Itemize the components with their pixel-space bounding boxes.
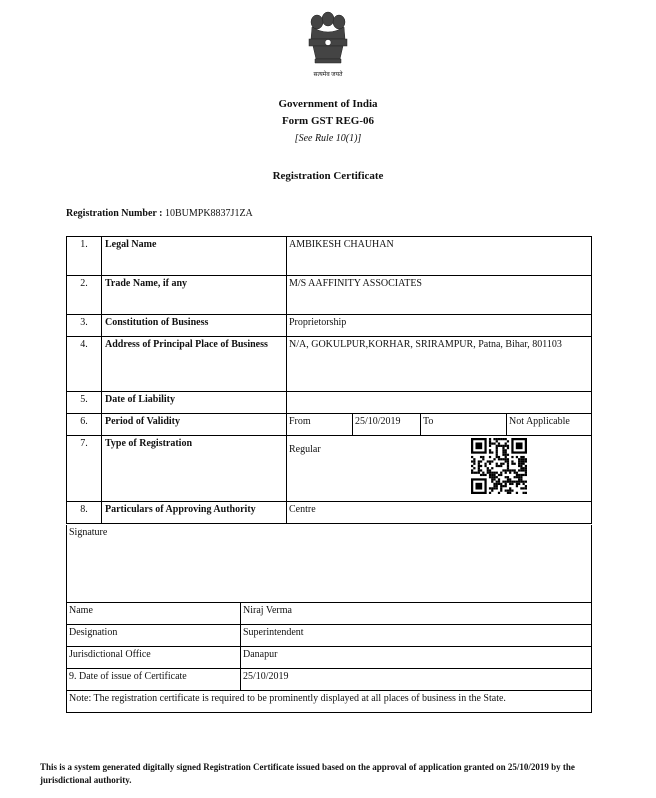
row-number: 5.: [67, 392, 102, 414]
issue-date-label: 9. Date of issue of Certificate: [67, 668, 241, 690]
rule-reference: [See Rule 10(1)]: [294, 133, 362, 144]
qr-code-icon: [471, 438, 527, 494]
row-label: Type of Registration: [102, 436, 287, 502]
table-row: [67, 602, 592, 624]
legal-name-value: AMBIKESH CHAUHAN: [287, 237, 592, 276]
liability-date-value: [287, 392, 592, 414]
government-heading: Government of India: [278, 98, 378, 110]
row-label: Period of Validity: [102, 414, 287, 436]
row-label: Date of Liability: [102, 392, 287, 414]
jurisdictional-office-label: Jurisdictional Office: [67, 646, 241, 668]
row-number: 3.: [67, 315, 102, 337]
ashoka-emblem-icon: [303, 7, 353, 65]
table-row: [67, 414, 592, 436]
jurisdictional-office-value: Danapur: [241, 646, 592, 668]
table-row: [67, 502, 592, 524]
form-heading: Form GST REG-06: [281, 115, 375, 127]
address-value: N/A, GOKULPUR,KORHAR, SRIRAMPUR, Patna, Bihar, 801103: [287, 337, 592, 392]
signature-label: Signature: [67, 525, 592, 602]
registration-number: [66, 208, 253, 219]
signatory-name-label: Name: [67, 602, 241, 624]
row-number: 2.: [67, 276, 102, 315]
table-row: [67, 337, 592, 392]
row-number: 4.: [67, 337, 102, 392]
registration-number-value: 10BUMPK8837J1ZA: [164, 208, 253, 219]
table-row: [67, 237, 592, 276]
table-row: [67, 646, 592, 668]
table-row: [67, 392, 592, 414]
validity-to-label: To: [421, 414, 507, 436]
row-label: Address of Principal Place of Business: [102, 337, 287, 392]
row-number: 1.: [67, 237, 102, 276]
row-number: 6.: [67, 414, 102, 436]
designation-value: Superintendent: [241, 624, 592, 646]
table-row: [67, 315, 592, 337]
validity-to-value: Not Applicable: [507, 414, 592, 436]
row-number: 7.: [67, 436, 102, 502]
table-row: [67, 668, 592, 690]
display-note: Note: The registration certificate is required to be prominently displayed at all places of business in the State.: [67, 690, 592, 712]
table-row: [67, 624, 592, 646]
validity-from-label: From: [287, 414, 353, 436]
emblem-motto: सत्यमेव जयते: [313, 72, 343, 78]
table-row: [67, 436, 592, 502]
signatory-name-value: Niraj Verma: [241, 602, 592, 624]
row-label: Legal Name: [102, 237, 287, 276]
approving-authority-value: Centre: [287, 502, 592, 524]
registration-type-value: Regular: [289, 444, 321, 455]
details-table: [66, 236, 592, 524]
row-label: Constitution of Business: [102, 315, 287, 337]
row-label: Particulars of Approving Authority: [102, 502, 287, 524]
validity-from-value: 25/10/2019: [353, 414, 421, 436]
certificate-title: Registration Certificate: [272, 170, 384, 182]
signature-table: [66, 525, 592, 713]
table-row: [67, 525, 592, 602]
registration-type-cell: [287, 436, 592, 502]
table-row: [67, 276, 592, 315]
row-number: 8.: [67, 502, 102, 524]
trade-name-value: M/S AAFFINITY ASSOCIATES: [287, 276, 592, 315]
table-row: [67, 690, 592, 712]
digital-signature-notice: This is a system generated digitally signed Registration Certificate issued based on the approval of application granted on 25/10/2019 by the jurisdictional authority.: [40, 762, 575, 786]
registration-number-label: Registration Number :: [66, 208, 163, 219]
issue-date-value: 25/10/2019: [241, 668, 592, 690]
designation-label: Designation: [67, 624, 241, 646]
constitution-value: Proprietorship: [287, 315, 592, 337]
row-label: Trade Name, if any: [102, 276, 287, 315]
